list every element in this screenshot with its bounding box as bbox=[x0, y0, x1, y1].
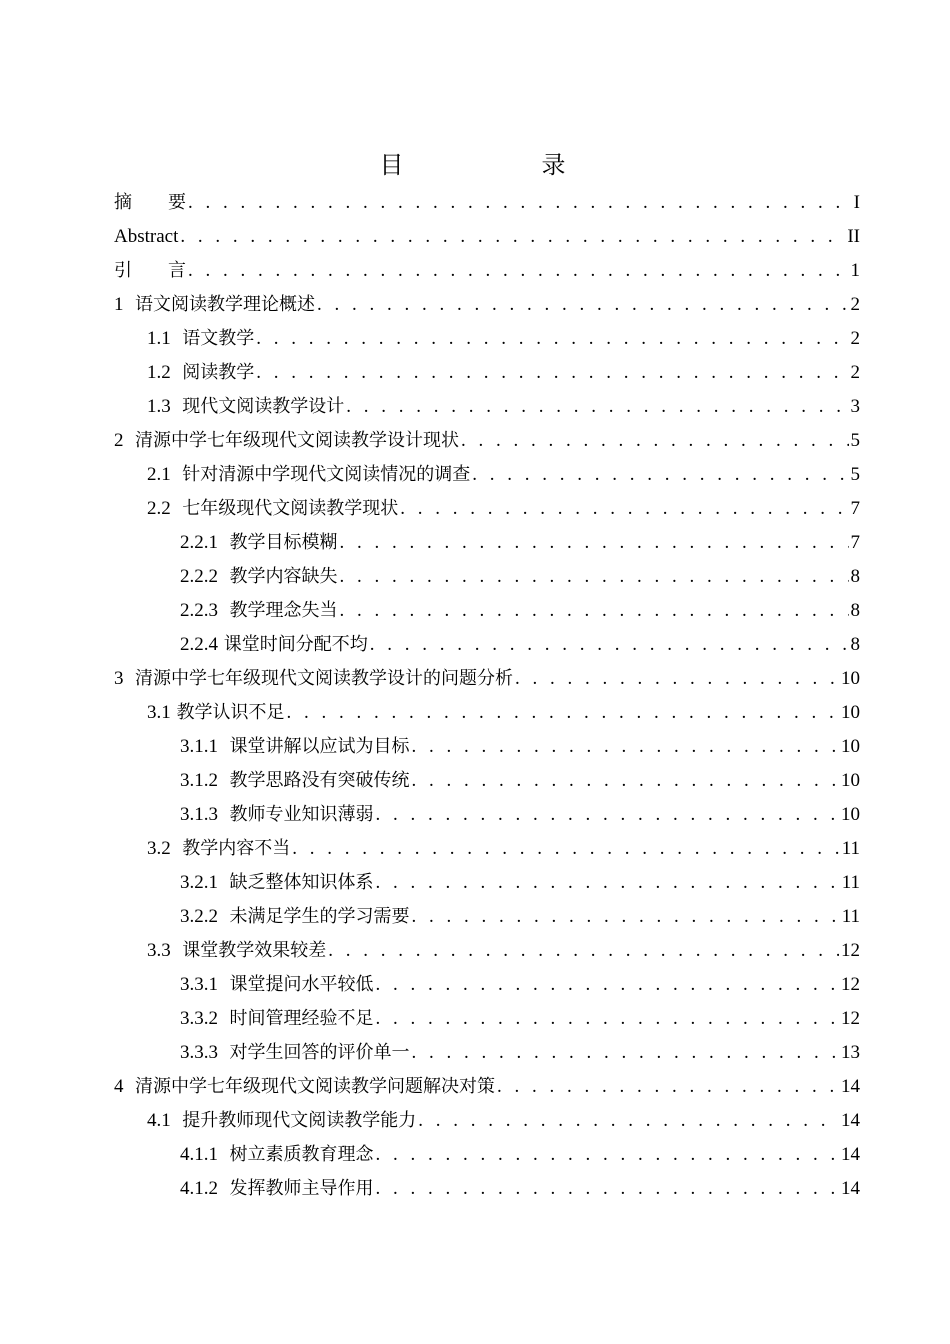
toc-entry-number: 3.1.3 bbox=[180, 804, 218, 825]
toc-leader-dots bbox=[411, 730, 839, 764]
toc-leader-dots bbox=[411, 900, 839, 934]
toc-page-number: 10 bbox=[841, 668, 860, 689]
toc-leader-dots bbox=[375, 866, 839, 900]
toc-entry-label bbox=[180, 560, 337, 594]
toc-entry-label bbox=[147, 390, 344, 424]
toc-leader-dots bbox=[497, 1070, 839, 1104]
toc-entry-text: 语文阅读教学理论概述 bbox=[134, 294, 315, 315]
toc-leader-dots bbox=[375, 968, 839, 1002]
toc-entry-text: 教学内容缺失 bbox=[229, 566, 338, 587]
toc-entry[interactable] bbox=[114, 764, 860, 798]
toc-entry[interactable] bbox=[114, 968, 860, 1002]
toc-entry-number: 2.1 bbox=[147, 464, 171, 485]
toc-leader-dots bbox=[188, 254, 849, 288]
toc-entry-text: 对学生回答的评价单一 bbox=[229, 1042, 410, 1063]
toc-page-number: 8 bbox=[850, 600, 860, 621]
toc-entry[interactable] bbox=[114, 220, 860, 254]
toc-entry-label bbox=[180, 968, 373, 1002]
toc-entry[interactable] bbox=[114, 1172, 860, 1206]
toc-entry-number: 2.2.4 bbox=[180, 634, 218, 655]
toc-entry-label bbox=[147, 934, 326, 968]
toc-entry-number: 3.1.2 bbox=[180, 770, 218, 791]
toc-entry-label bbox=[147, 492, 398, 526]
toc-entry-label bbox=[180, 526, 337, 560]
toc-entry-text: 清源中学七年级现代文阅读教学设计的问题分析 bbox=[134, 668, 513, 689]
toc-entry-label bbox=[180, 1002, 373, 1036]
toc-entry[interactable] bbox=[114, 900, 860, 934]
toc-entry-text: 现代文阅读教学设计 bbox=[182, 396, 345, 417]
toc-entry-label bbox=[147, 356, 254, 390]
toc-entry-number: 2.2.3 bbox=[180, 600, 218, 621]
toc-page-number: 10 bbox=[841, 804, 860, 825]
toc-entry-text: 清源中学七年级现代文阅读教学设计现状 bbox=[134, 430, 459, 451]
toc-entry[interactable] bbox=[114, 798, 860, 832]
toc-entry[interactable] bbox=[114, 594, 860, 628]
toc-entry[interactable] bbox=[114, 186, 860, 220]
toc-leader-dots bbox=[256, 322, 848, 356]
toc-entry-text: 摘 要 bbox=[114, 192, 186, 213]
toc-entry[interactable] bbox=[114, 1138, 860, 1172]
toc-leader-dots bbox=[286, 696, 839, 730]
toc-entry[interactable] bbox=[114, 628, 860, 662]
toc-entry-number: 3.1.1 bbox=[180, 736, 218, 757]
toc-leader-dots bbox=[339, 594, 848, 628]
toc-leader-dots bbox=[411, 1036, 839, 1070]
toc-page-number: 1 bbox=[850, 260, 860, 281]
toc-entry-text: 引 言 bbox=[114, 260, 186, 281]
toc-entry[interactable] bbox=[114, 1104, 860, 1138]
toc-leader-dots bbox=[411, 764, 839, 798]
toc-entry[interactable] bbox=[114, 730, 860, 764]
toc-entry-number: 3.1 bbox=[147, 702, 171, 723]
toc-page-number: 13 bbox=[841, 1042, 860, 1063]
toc-page-number: 2 bbox=[850, 328, 860, 349]
toc-entry-text: 教师专业知识薄弱 bbox=[229, 804, 374, 825]
toc-entry-label bbox=[114, 662, 513, 696]
toc-leader-dots bbox=[400, 492, 848, 526]
toc-page-number: 12 bbox=[841, 974, 860, 995]
toc-page-number: 8 bbox=[850, 634, 860, 655]
toc-page-number: 2 bbox=[850, 294, 860, 315]
toc-entry-label bbox=[180, 1036, 409, 1070]
toc-entry-number: 1.1 bbox=[147, 328, 171, 349]
toc-entry-label bbox=[114, 220, 178, 254]
toc-page-number: 10 bbox=[841, 736, 860, 757]
table-of-contents bbox=[114, 186, 860, 1206]
toc-leader-dots bbox=[375, 1138, 839, 1172]
toc-entry-label bbox=[147, 832, 290, 866]
toc-entry-text: 教学内容不当 bbox=[182, 838, 291, 859]
toc-entry[interactable] bbox=[114, 832, 860, 866]
toc-entry-number: 3.2 bbox=[147, 838, 171, 859]
toc-entry-number: 3 bbox=[114, 668, 124, 689]
toc-leader-dots bbox=[256, 356, 848, 390]
toc-entry[interactable] bbox=[114, 390, 860, 424]
toc-page-number: 10 bbox=[841, 702, 860, 723]
toc-entry-label bbox=[114, 186, 186, 220]
toc-page-number: 2 bbox=[850, 362, 860, 383]
toc-page-number: 14 bbox=[841, 1110, 860, 1131]
toc-page-number: 12 bbox=[841, 1008, 860, 1029]
toc-entry-label bbox=[147, 1104, 416, 1138]
toc-leader-dots bbox=[346, 390, 848, 424]
toc-entry-text: 教学思路没有突破传统 bbox=[229, 770, 410, 791]
toc-entry-text: 教学目标模糊 bbox=[229, 532, 338, 553]
toc-entry-number: 4.1.1 bbox=[180, 1144, 218, 1165]
toc-leader-dots bbox=[339, 560, 848, 594]
toc-leader-dots bbox=[292, 832, 840, 866]
toc-entry[interactable] bbox=[114, 560, 860, 594]
toc-entry-number: 4.1.2 bbox=[180, 1178, 218, 1199]
toc-page-number: 11 bbox=[841, 838, 860, 859]
toc-entry-number: 2.2 bbox=[147, 498, 171, 519]
toc-page-number: II bbox=[847, 226, 860, 247]
toc-entry-label bbox=[114, 254, 186, 288]
toc-entry-text: 语文教学 bbox=[182, 328, 255, 349]
toc-entry-label bbox=[114, 1070, 495, 1104]
toc-entry-text: 课堂时间分配不均 bbox=[223, 634, 368, 655]
toc-entry[interactable] bbox=[114, 458, 860, 492]
toc-leader-dots bbox=[339, 526, 848, 560]
toc-entry-label bbox=[147, 322, 254, 356]
toc-entry[interactable] bbox=[114, 866, 860, 900]
toc-page-number: 14 bbox=[841, 1076, 860, 1097]
toc-entry[interactable] bbox=[114, 1002, 860, 1036]
toc-leader-dots bbox=[188, 186, 852, 220]
toc-page-number: 8 bbox=[850, 566, 860, 587]
toc-entry-number: 2 bbox=[114, 430, 124, 451]
toc-entry[interactable] bbox=[114, 254, 860, 288]
toc-entry-label bbox=[180, 866, 373, 900]
toc-leader-dots bbox=[375, 1002, 839, 1036]
toc-entry-label bbox=[114, 288, 315, 322]
toc-page-number: 3 bbox=[850, 396, 860, 417]
toc-leader-dots bbox=[461, 424, 849, 458]
toc-entry-text: 课堂讲解以应试为目标 bbox=[229, 736, 410, 757]
toc-entry[interactable] bbox=[114, 934, 860, 968]
toc-leader-dots bbox=[418, 1104, 839, 1138]
toc-page-number: 5 bbox=[850, 464, 860, 485]
toc-entry-label bbox=[147, 458, 470, 492]
toc-entry-label bbox=[180, 798, 373, 832]
toc-entry-number: 1.3 bbox=[147, 396, 171, 417]
toc-entry-label bbox=[180, 1172, 373, 1206]
toc-page-number: 11 bbox=[841, 906, 860, 927]
toc-page-number: 10 bbox=[841, 770, 860, 791]
toc-entry-text: 时间管理经验不足 bbox=[229, 1008, 374, 1029]
toc-entry-text: 发挥教师主导作用 bbox=[229, 1178, 374, 1199]
toc-page-number: I bbox=[853, 192, 860, 213]
toc-entry-text: 缺乏整体知识体系 bbox=[229, 872, 374, 893]
toc-entry-label bbox=[180, 730, 409, 764]
toc-entry-number: 3.2.1 bbox=[180, 872, 218, 893]
toc-page-number: 14 bbox=[841, 1178, 860, 1199]
toc-leader-dots bbox=[328, 934, 839, 968]
toc-leader-dots bbox=[375, 1172, 839, 1206]
toc-entry-number: 4 bbox=[114, 1076, 124, 1097]
toc-leader-dots bbox=[375, 798, 839, 832]
toc-entry-text: 教学理念失当 bbox=[229, 600, 338, 621]
toc-entry-label bbox=[180, 1138, 373, 1172]
toc-leader-dots bbox=[370, 628, 849, 662]
toc-entry[interactable] bbox=[114, 356, 860, 390]
toc-entry-label bbox=[180, 900, 409, 934]
toc-entry[interactable] bbox=[114, 526, 860, 560]
toc-leader-dots bbox=[317, 288, 849, 322]
toc-entry-text: 七年级现代文阅读教学现状 bbox=[182, 498, 399, 519]
toc-entry-number: 3.3.3 bbox=[180, 1042, 218, 1063]
toc-entry[interactable] bbox=[114, 1070, 860, 1104]
toc-entry-text: 课堂教学效果较差 bbox=[182, 940, 327, 961]
toc-page-number: 11 bbox=[841, 872, 860, 893]
toc-entry-number: 2.2.1 bbox=[180, 532, 218, 553]
toc-entry-label bbox=[180, 628, 368, 662]
toc-entry-number: 3.2.2 bbox=[180, 906, 218, 927]
toc-entry-label bbox=[180, 594, 337, 628]
toc-leader-dots bbox=[180, 220, 845, 254]
toc-leader-dots bbox=[472, 458, 848, 492]
toc-page-number: 12 bbox=[841, 940, 860, 961]
toc-entry-number: 1 bbox=[114, 294, 124, 315]
toc-entry[interactable] bbox=[114, 424, 860, 458]
toc-entry[interactable] bbox=[114, 696, 860, 730]
toc-entry-label bbox=[180, 764, 409, 798]
toc-entry-text: 针对清源中学现代文阅读情况的调查 bbox=[182, 464, 471, 485]
toc-entry-label bbox=[114, 424, 459, 458]
toc-page-number: 5 bbox=[850, 430, 860, 451]
toc-entry-number: 3.3 bbox=[147, 940, 171, 961]
toc-entry[interactable] bbox=[114, 288, 860, 322]
toc-title: 目 录 bbox=[379, 151, 596, 179]
toc-entry-text: 阅读教学 bbox=[182, 362, 255, 383]
toc-leader-dots bbox=[515, 662, 839, 696]
toc-entry[interactable] bbox=[114, 322, 860, 356]
toc-entry-text: 提升教师现代文阅读教学能力 bbox=[182, 1110, 417, 1131]
toc-entry-label bbox=[147, 696, 284, 730]
toc-entry[interactable] bbox=[114, 1036, 860, 1070]
toc-page-number: 7 bbox=[850, 532, 860, 553]
toc-entry-text: 未满足学生的学习需要 bbox=[229, 906, 410, 927]
toc-entry-text: 清源中学七年级现代文阅读教学问题解决对策 bbox=[134, 1076, 495, 1097]
toc-entry-number: 2.2.2 bbox=[180, 566, 218, 587]
toc-entry-number: 3.3.2 bbox=[180, 1008, 218, 1029]
toc-page-number: 14 bbox=[841, 1144, 860, 1165]
toc-entry-text: 教学认识不足 bbox=[176, 702, 285, 723]
toc-entry[interactable] bbox=[114, 662, 860, 696]
toc-entry-number: 4.1 bbox=[147, 1110, 171, 1131]
toc-entry-text: 树立素质教育理念 bbox=[229, 1144, 374, 1165]
toc-page-number: 7 bbox=[850, 498, 860, 519]
toc-entry[interactable] bbox=[114, 492, 860, 526]
toc-entry-number: 1.2 bbox=[147, 362, 171, 383]
toc-entry-text: 课堂提问水平较低 bbox=[229, 974, 374, 995]
toc-entry-number: 3.3.1 bbox=[180, 974, 218, 995]
toc-entry-text: Abstract bbox=[114, 226, 179, 247]
